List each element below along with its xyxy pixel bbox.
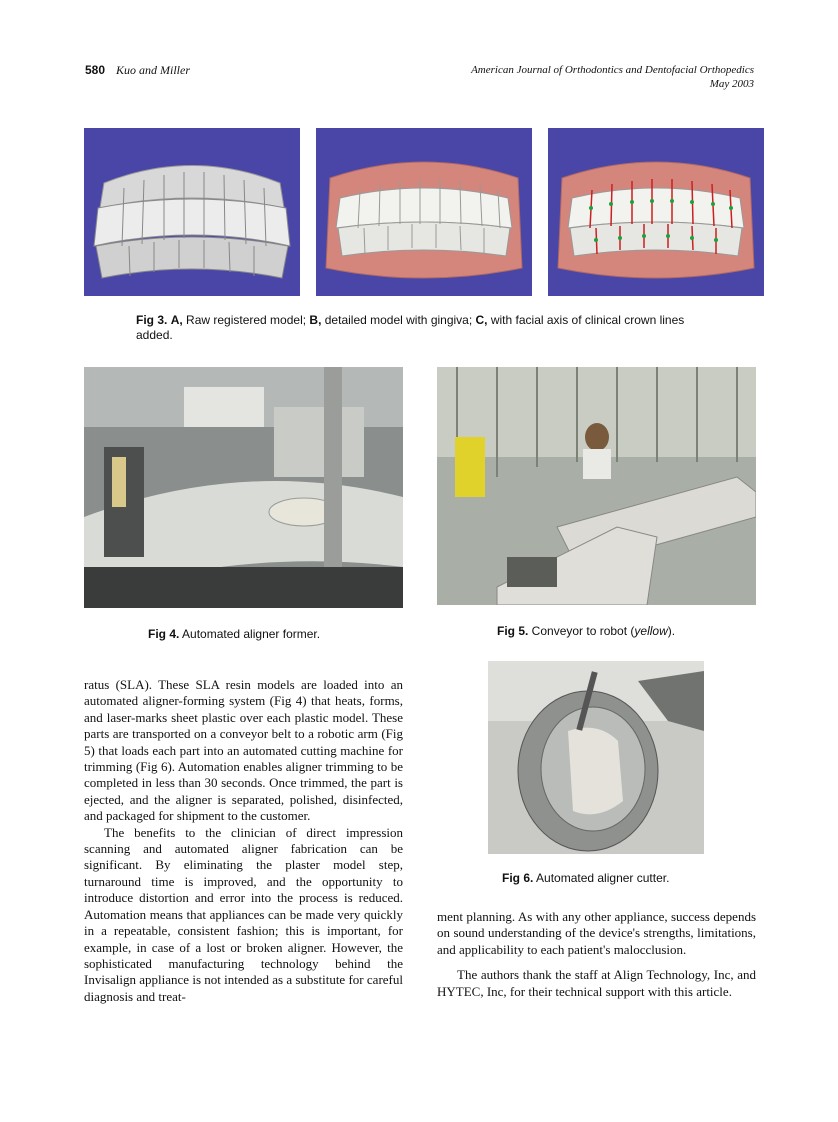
left-paragraph-2: The benefits to the clinician of direct impression scanning and automated aligner fabrication can be significant. By eliminating the plaster model step, turnaround time is improved, and the opportunity to introduce distortion and error into the process is reduced. Automation means that appliances can be made very quickly in a repeatable, consistent fashion; this is important, for example, in case of a lost or broken aligner. However, the sophisticated manufacturing technology behind the Invisalign appliance is not intended as a substitute for careful diagnosis and treat- <box>84 824 403 1004</box>
fig3c-image <box>548 128 764 296</box>
fig4-text: Automated aligner former. <box>179 627 321 641</box>
fig3-part-c-label: C, <box>475 313 488 327</box>
fig5-text-post: ). <box>667 624 676 638</box>
fig6-text: Automated aligner cutter. <box>533 871 670 885</box>
fig3a-image <box>84 128 300 296</box>
fig6-caption <box>502 871 669 886</box>
fig4-caption <box>148 627 320 642</box>
fig4-label: Fig 4. <box>148 627 180 641</box>
fig5-label: Fig 5. <box>497 624 529 638</box>
page-number: 580 <box>85 63 106 77</box>
fig6-image <box>488 661 704 854</box>
left-column <box>84 677 403 1005</box>
fig4-image <box>84 367 403 608</box>
fig5-caption <box>497 624 675 639</box>
fig3-part-b-text: detailed model with gingiva; <box>321 313 476 327</box>
fig5-text-pre: Conveyor to robot ( <box>528 624 635 638</box>
running-authors: Kuo and Miller <box>116 63 190 77</box>
journal-header <box>471 63 754 91</box>
fig3-part-a-label: A, <box>170 313 183 327</box>
fig5-text-italic: yellow <box>634 624 668 638</box>
right-paragraph-1: ment planning. As with any other appliance, success depends on sound understanding of the device's strengths, limitations, and applicability to each patient's malocclusion. <box>437 909 756 957</box>
fig3-label: Fig 3. <box>136 313 168 327</box>
issue-date: May 2003 <box>709 78 754 90</box>
right-column <box>437 909 756 1000</box>
fig3-part-a-text: Raw registered model; <box>182 313 310 327</box>
fig3b-image <box>316 128 532 296</box>
right-paragraph-2: The authors thank the staff at Align Technology, Inc, and HYTEC, Inc, for their technical support with this article. <box>437 967 756 999</box>
journal-title: American Journal of Orthodontics and Dentofacial Orthopedics <box>471 64 754 76</box>
fig6-label: Fig 6. <box>502 871 534 885</box>
fig5-image <box>437 367 756 605</box>
fig3-part-c-text: with facial axis of clinical crown lines added. <box>136 313 685 342</box>
left-paragraph-1: ratus (SLA). These SLA resin models are loaded into an automated aligner-forming system (Fig 4) that heats, forms, and laser-marks sheet plastic over each plastic model. These parts are transported on a conveyor belt to a robotic arm (Fig 5) that loads each part into an automated cutting machine for trimming (Fig 6). Automation enables aligner trimming to be completed in less than 30 seconds. Once trimmed, the part is ejected, and the aligner is separated, polished, disinfected, and packaged for shipment to the customer. <box>84 677 403 824</box>
fig3-part-b-label: B, <box>309 313 322 327</box>
fig3-caption <box>136 313 716 343</box>
